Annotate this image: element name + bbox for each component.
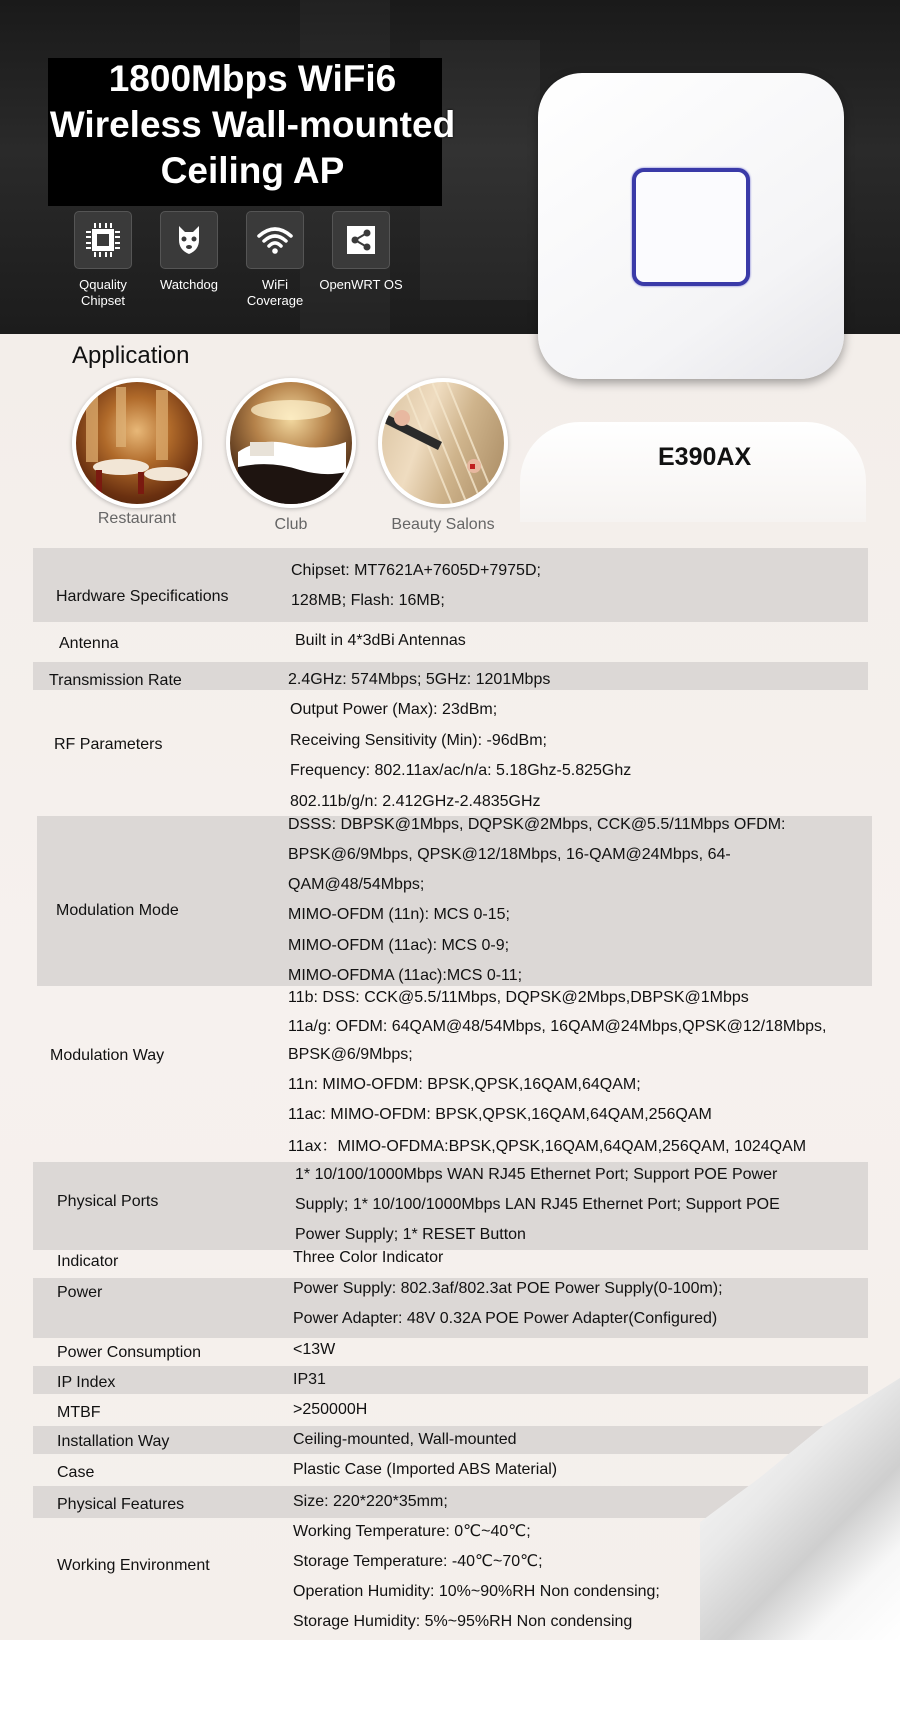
spec-value: MIMO-OFDM (11n): MCS 0-15; <box>288 906 510 923</box>
spec-value: BPSK@6/9Mbps; <box>288 1046 413 1063</box>
application-beauty-salons: Beauty Salons <box>378 378 508 534</box>
spec-value: <13W <box>293 1341 336 1358</box>
model-tab <box>520 422 866 522</box>
footer-space <box>0 1640 900 1731</box>
spec-label: Case <box>57 1464 95 1481</box>
spec-value: 128MB; Flash: 16MB; <box>291 592 445 609</box>
watchdog-icon <box>160 211 218 269</box>
access-point-image <box>538 73 844 379</box>
spec-value: Power Supply: 802.3af/802.3at POE Power Supply(0-100m); <box>293 1280 723 1297</box>
spec-label: Transmission Rate <box>49 672 182 689</box>
spec-label: MTBF <box>57 1404 101 1421</box>
spec-value: Frequency: 802.11ax/ac/n/a: 5.18Ghz-5.825Ghz <box>290 762 632 779</box>
spec-value: BPSK@6/9Mbps, QPSK@12/18Mbps, 16-QAM@24Mbps, 64- <box>288 846 731 863</box>
feature-openwrt: OpenWRT OS <box>318 211 404 309</box>
spec-value: 11ax：MIMO-OFDMA:BPSK,QPSK,16QAM,64QAM,256QAM, 1024QAM <box>288 1138 807 1155</box>
spec-value: 1* 10/100/1000Mbps WAN RJ45 Ethernet Port; Support POE Power <box>295 1166 778 1183</box>
spec-value: Chipset: MT7621A+7605D+7975D; <box>291 562 541 579</box>
spec-value: Ceiling-mounted, Wall-mounted <box>293 1431 517 1448</box>
spec-label: RF Parameters <box>54 736 163 753</box>
spec-value: Three Color Indicator <box>293 1249 444 1266</box>
spec-value: Built in 4*3dBi Antennas <box>295 632 466 649</box>
spec-label: Installation Way <box>57 1433 170 1450</box>
spec-value: Operation Humidity: 10%~90%RH Non condensing; <box>293 1583 660 1600</box>
spec-value: 11n: MIMO-OFDM: BPSK,QPSK,16QAM,64QAM; <box>288 1076 641 1093</box>
spec-value: MIMO-OFDMA (11ac):MCS 0-11; <box>288 967 523 984</box>
feature-list <box>60 211 404 309</box>
spec-value: 2.4GHz: 574Mbps; 5GHz: 1201Mbps <box>288 671 551 688</box>
share-icon <box>332 211 390 269</box>
model-name: E390AX <box>658 443 752 471</box>
beauty-salon-image <box>378 378 508 508</box>
feature-wifi: WiFi Coverage <box>232 211 318 309</box>
spec-label: Indicator <box>57 1253 119 1270</box>
feature-chipset: Qquality Chipset <box>60 211 146 309</box>
spec-value: >250000H <box>293 1401 368 1418</box>
application-club: Club <box>226 378 356 534</box>
spec-value: 802.11b/g/n: 2.412GHz-2.4835GHz <box>290 793 541 810</box>
spec-label: IP Index <box>57 1374 116 1391</box>
spec-value: Power Adapter: 48V 0.32A POE Power Adapter(Configured) <box>293 1310 718 1327</box>
page-title: 1800Mbps WiFi6 Wireless Wall-mounted Ceiling AP <box>49 58 456 191</box>
spec-value: Output Power (Max): 23dBm; <box>290 701 498 718</box>
indicator-ring <box>632 168 750 286</box>
wifi-icon <box>246 211 304 269</box>
spec-value: MIMO-OFDM (11ac): MCS 0-9; <box>288 937 510 954</box>
spec-value: 11a/g: OFDM: 64QAM@48/54Mbps, 16QAM@24Mbps,QPSK@12/18Mbps, <box>288 1018 827 1035</box>
spec-label: Modulation Mode <box>56 902 179 919</box>
spec-value: Working Temperature: 0℃~40℃; <box>293 1523 531 1540</box>
spec-label: Hardware Specifications <box>56 588 229 605</box>
application-restaurant: Restaurant <box>72 378 202 528</box>
spec-value: Supply; 1* 10/100/1000Mbps LAN RJ45 Ethernet Port; Support POE <box>295 1196 780 1213</box>
spec-value: Receiving Sensitivity (Min): -96dBm; <box>290 732 547 749</box>
spec-value: Storage Humidity: 5%~95%RH Non condensing <box>293 1613 633 1630</box>
spec-label: Modulation Way <box>50 1047 165 1064</box>
club-image <box>226 378 356 508</box>
feature-watchdog: Watchdog <box>146 211 232 309</box>
spec-value: DSSS: DBPSK@1Mbps, DQPSK@2Mbps, CCK@5.5/11Mbps OFDM: <box>288 816 786 833</box>
spec-value: Storage Temperature: -40℃~70℃; <box>293 1553 543 1570</box>
spec-label: Physical Ports <box>57 1193 159 1210</box>
spec-label: Power Consumption <box>57 1344 202 1361</box>
restaurant-image <box>72 378 202 508</box>
table-row-band <box>33 1366 868 1394</box>
spec-label: Power <box>57 1284 103 1301</box>
spec-value: 11b: DSS: CCK@5.5/11Mbps, DQPSK@2Mbps,DBPSK@1Mbps <box>288 989 749 1006</box>
spec-value: Size: 220*220*35mm; <box>293 1493 448 1510</box>
spec-label: Physical Features <box>57 1496 185 1513</box>
spec-value: 11ac: MIMO-OFDM: BPSK,QPSK,16QAM,64QAM,256QAM <box>288 1106 712 1123</box>
spec-value: Plastic Case (Imported ABS Material) <box>293 1461 558 1478</box>
chip-icon <box>74 211 132 269</box>
spec-value: Power Supply; 1* RESET Button <box>295 1226 526 1243</box>
spec-label: Working Environment <box>57 1557 210 1574</box>
spec-label: Antenna <box>59 635 119 652</box>
spec-value: IP31 <box>293 1371 326 1388</box>
spec-value: QAM@48/54Mbps; <box>288 876 425 893</box>
application-heading: Application <box>72 342 190 369</box>
